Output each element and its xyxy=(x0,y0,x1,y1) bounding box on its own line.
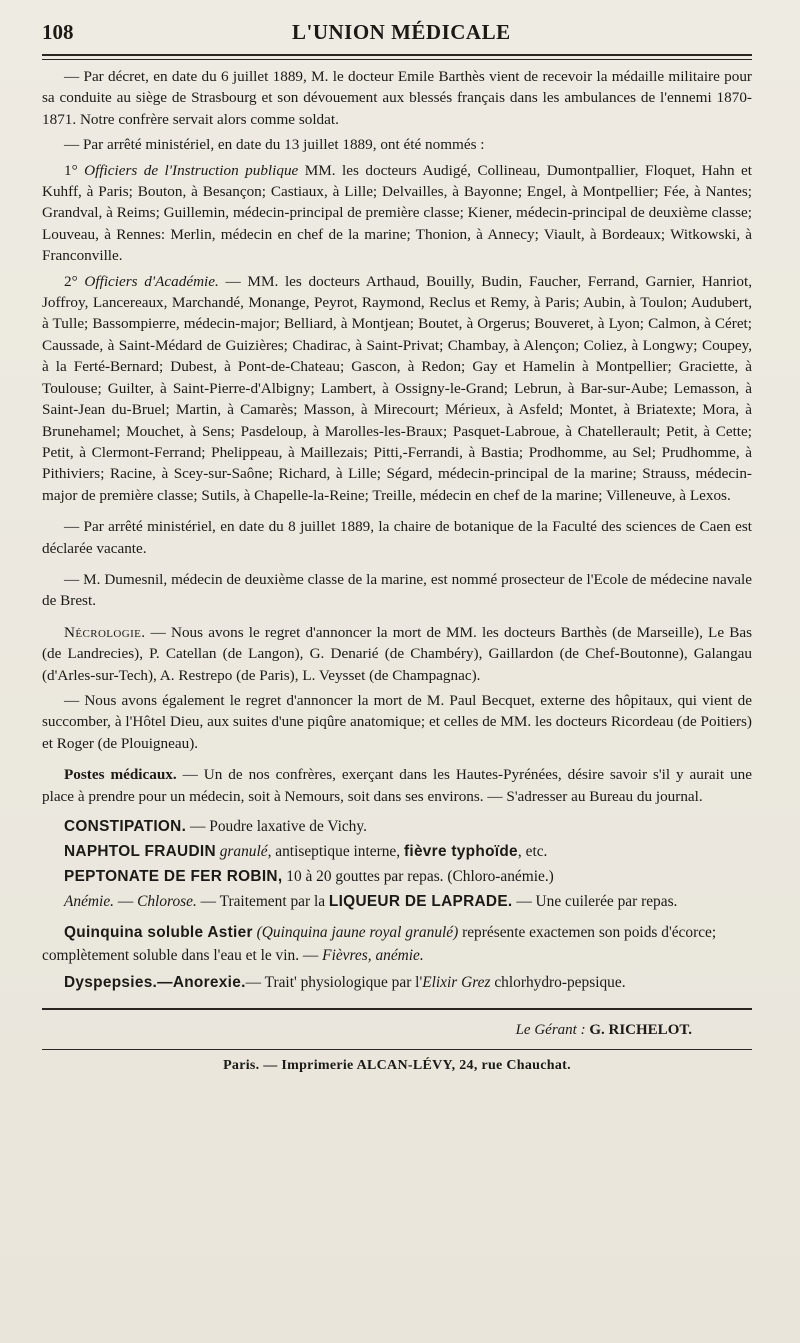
postes-text: — Un de nos confrères, exerçant dans les Hautes-Pyrénées, désire savoir s'il y aurait une place à prendre pour un médecin, soit à Nemours, soit dans ses environs. — S'adresser au Bureau du journal. xyxy=(42,766,752,805)
gerant-label: Le Gérant : xyxy=(515,1022,586,1038)
paragraph-postes xyxy=(42,764,752,807)
ad-laprade xyxy=(42,890,752,913)
header-rule xyxy=(42,59,752,60)
paragraph-becquet: — Nous avons également le regret d'annoncer la mort de M. Paul Becquet, externe des hôpitaux, qui vient de succomber, à l'Hôtel Dieu, aux suites d'une piqûre anatomique; et celles de MM. les docteurs Ricordeau (de Poitiers) et Roger (de Plouigneau). xyxy=(42,691,752,752)
ad-naphtol-text: antiseptique interne, xyxy=(271,843,404,860)
ad-peptonate xyxy=(42,865,752,888)
ad-naphtol-bold-tail: fièvre typhoïde xyxy=(403,843,518,860)
journal-title: L'UNION MÉDICALE xyxy=(292,20,511,44)
advertisements xyxy=(42,815,752,994)
ad-naphtol-brand: NAPHTOL FRAUDIN xyxy=(64,843,216,860)
ad-dyspepsies-text: — Trait' physiologique par l' xyxy=(245,974,423,991)
ad-laprade-italic1: Anémie. xyxy=(64,893,114,910)
paragraph-nominations: — Par arrêté ministériel, en date du 13 juillet 1889, ont été nommés : xyxy=(64,136,485,154)
paragraph-officiers-academie xyxy=(42,271,752,506)
necrologie-text: — Nous avons le regret d'annoncer la mort de MM. les docteurs Barthès (de Marseille), Le Bas (de Landrecies), P. Catellan (de Langon), G. Denarié (de Chambéry), Gaillardon (de Chef-Boutonne), Galangau (d'Arles-sur-Tech), A. Restrepo (de Paris), L. Veysset (de Champagnac). xyxy=(42,623,752,684)
gerant-line xyxy=(42,1022,692,1039)
necrologie-label: Nécrologie. xyxy=(64,623,146,641)
ad-constipation-brand: CONSTIPATION. xyxy=(64,818,187,835)
ad-dyspepsies-brand: Dyspepsies.—Anorexie. xyxy=(64,974,246,991)
article-body xyxy=(42,66,752,807)
officiers-academie-label: Officiers d'Académie. xyxy=(84,272,219,290)
ad-quinquina-text: représente exactemen son poids d'écorce; complètement soluble dans l'eau et le vin. — xyxy=(42,924,717,964)
officiers-instruction-label: Officiers de l'Instruction publique xyxy=(84,161,299,179)
paragraph-botanique: — Par arrêté ministériel, en date du 8 juillet 1889, la chaire de botanique de la Faculté des sciences de Caen est déclarée vacante. xyxy=(42,518,752,557)
ad-naphtol-end: , etc. xyxy=(517,843,548,860)
ad-laprade-text: — Une cuilerée par repas. xyxy=(512,893,678,910)
ad-dyspepsies-italic: Elixir Grez xyxy=(422,974,491,991)
ad-constipation xyxy=(42,815,752,838)
ad-quinquina-italic-tail: Fièvres, anémie. xyxy=(322,947,424,964)
ad-naphtol-italic: granulé, xyxy=(215,843,272,860)
ad-quinquina xyxy=(42,921,752,967)
ad-quinquina-italic: (Quinquina jaune royal granulé) xyxy=(252,924,459,941)
ad-constipation-text: — Poudre laxative de Vichy. xyxy=(186,818,367,835)
ad-peptonate-text: 10 à 20 gouttes par repas. (Chloro-anémie.) xyxy=(282,868,554,885)
ad-laprade-brand: LIQUEUR DE LAPRADE. xyxy=(328,893,513,910)
paragraph-necrologie xyxy=(42,622,752,686)
ad-peptonate-brand: PEPTONATE DE FER ROBIN, xyxy=(64,868,283,885)
ad-laprade-mid2: — Traitement par la xyxy=(196,893,329,910)
footer-rule-thin xyxy=(42,1049,752,1050)
officiers-academie-prefix: 2° xyxy=(64,272,85,290)
paragraph-officiers-instruction xyxy=(42,160,752,267)
paragraph-barthes: — Par décret, en date du 6 juillet 1889, M. le docteur Emile Barthès vient de recevoir la médaille militaire pour sa conduite au siège de Strasbourg et son dévouement aux blessés français dans les ambulances de l'ennemi 1870-1871. Notre confrère servait alors comme soldat. xyxy=(42,68,752,128)
postes-label: Postes médicaux. xyxy=(64,766,177,784)
officiers-academie-text: — MM. les docteurs Arthaud, Bouilly, Budin, Faucher, Ferrand, Garnier, Hanriot, Joffroy, Lancereaux, Marchandé, Monange, Peyrot, Raymond, Reclus et Remy, à Paris; Aubin, à Toulon; Audubert, à Tulle; Bassompierre, médecin-major; Belliard, à Montjean; Boutet, à Orgerus; Bouveret, à Lyon; Calmon, à Céret; Caussade, à Saint-Médard de Guizières; Chadirac, à Saint-Privat; Chambay, à Alençon; Coliez, à Longwy; Coupey, à la Ferté-Bernard; Dubest, à Pont-de-Chateau; Gascon, à Redon; Gay et Hamelin à Montpellier; Graciette, à Toulouse; Guilter, à Saint-Pierre-d'Albigny; Lambert, à Ossigny-le-Grand; Lebrun, à Bar-sur-Aube; Lemasson, à Saint-Jean du-Bruel; Martin, à Camarès; Masson, à Mirecourt; Mérieux, à Asfeld; Montet, à Briatexte; Mora, à Brunehamel; Mouchet, à Sens; Pasdeloup, à Marolles-les-Braux; Pasquet-Labroue, à Chatellerault; Petit, à Cette; Petit, à Clermont-Ferrand; Phelippeau, à Maillezais; Pitti,-Ferrandi, à Bastia; Prodhomme, au Sel; Prudhomme, à Pithiviers; Racine, à Scey-sur-Saône; Richard, à Lille; Ségard, médecin-principal de la marine; Strauss, médecin-major de première classe; Sutils, à Chapelle-la-Reine; Treille, médecin en chef de la marine; Villeneuve, à Lexos. xyxy=(42,272,753,504)
paragraph-dumesnil: — M. Dumesnil, médecin de deuxième classe de la marine, est nommé prosecteur de l'Ecole de médecine navale de Brest. xyxy=(42,570,752,610)
page-header xyxy=(42,20,752,56)
gerant-name: G. RICHELOT. xyxy=(585,1022,692,1038)
ad-dyspepsies xyxy=(42,971,752,994)
ad-quinquina-brand: Quinquina soluble Astier xyxy=(64,924,253,941)
officiers-instruction-prefix: 1° xyxy=(64,161,85,179)
officiers-instruction-text: MM. les docteurs Audigé, Collineau, Dumontpallier, Floquet, Hahn et Kuhff, à Paris; Bouton, à Besançon; Castiaux, à Lille; Delvailles, à Bayonne; Engel, à Montpellier; Fée, à Nantes; Grandval, à Reims; Guillemin, médecin-principal de première classe; Kiener, médecin-principal de deuxième classe; Louveau, à Rennes: Merlin, médecin en chef de la marine; Thonion, à Annecy; Viault, à Bordeaux; Witkowski, à Franconville. xyxy=(42,161,752,265)
ad-laprade-italic2: Chlorose. xyxy=(137,893,197,910)
imprint: Paris. — Imprimerie ALCAN-LÉVY, 24, rue Chauchat. xyxy=(223,1058,571,1073)
ad-naphtol xyxy=(42,840,752,863)
ad-dyspepsies-end: chlorhydro-pepsique. xyxy=(490,974,626,991)
footer-rule xyxy=(42,1008,752,1010)
ad-laprade-mid1: — xyxy=(114,893,138,910)
page-number: 108 xyxy=(42,20,74,44)
